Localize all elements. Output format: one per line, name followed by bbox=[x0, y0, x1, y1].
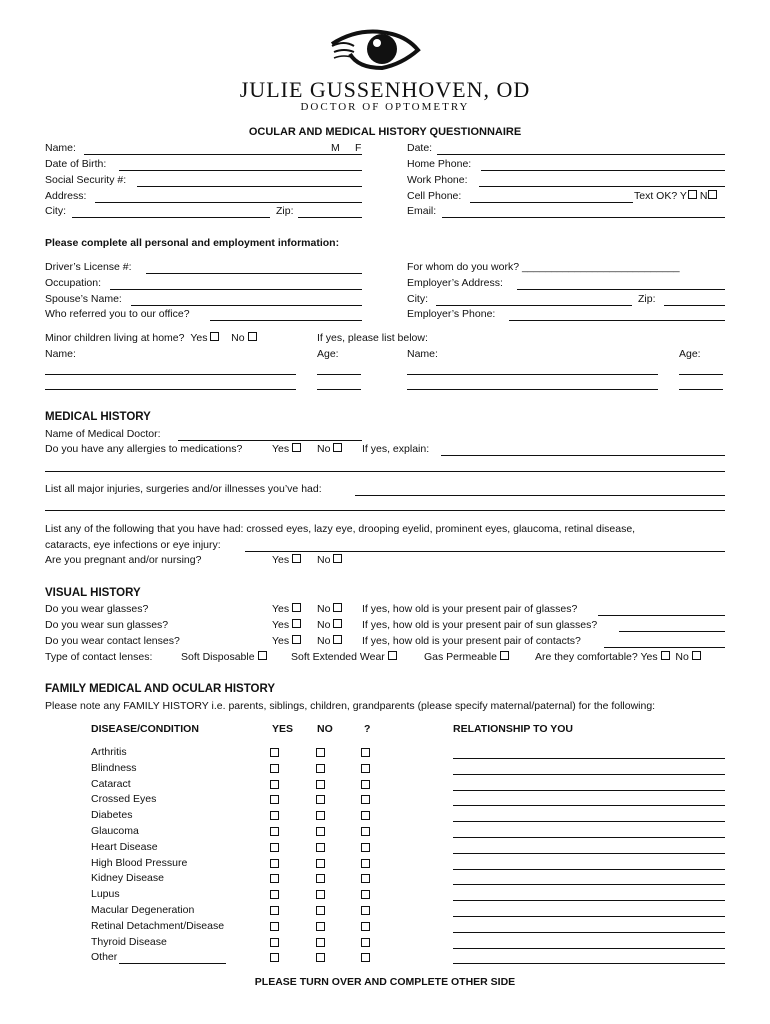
visual-followup-field[interactable] bbox=[604, 647, 725, 648]
children-no-label: No bbox=[231, 332, 245, 344]
work-phone-field[interactable] bbox=[479, 186, 725, 187]
soft-extended-checkbox[interactable] bbox=[388, 651, 397, 660]
family-yes-checkbox[interactable] bbox=[270, 811, 279, 820]
soft-disposable-label: Soft Disposable bbox=[181, 651, 255, 663]
injuries-field[interactable] bbox=[355, 495, 725, 496]
home-phone-field[interactable] bbox=[481, 170, 725, 171]
child-name-field[interactable] bbox=[45, 389, 296, 390]
child-name-field[interactable] bbox=[407, 389, 658, 390]
zip-label: Zip: bbox=[276, 205, 294, 217]
children-yes-checkbox[interactable] bbox=[210, 332, 219, 341]
family-disease-label: Kidney Disease bbox=[91, 872, 164, 885]
eye-conditions-field[interactable] bbox=[245, 551, 725, 552]
form-title: OCULAR AND MEDICAL HISTORY QUESTIONNAIRE bbox=[248, 126, 522, 138]
family-yes-checkbox[interactable] bbox=[270, 795, 279, 804]
allergies-yes-label: Yes bbox=[272, 443, 290, 455]
children-question-label: Minor children living at home? bbox=[45, 332, 185, 344]
visual-question: Do you wear sun glasses? bbox=[45, 619, 169, 631]
family-unknown-checkbox[interactable] bbox=[361, 827, 370, 836]
family-disease-label: Glaucoma bbox=[91, 825, 139, 837]
family-no-checkbox[interactable] bbox=[316, 827, 325, 836]
work-phone-label: Work Phone: bbox=[407, 174, 468, 186]
family-relationship-field[interactable] bbox=[453, 948, 725, 949]
visual-followup-label: If yes, how old is your present pair of sun glasses? bbox=[362, 619, 598, 631]
allergies-explain-field[interactable] bbox=[441, 455, 725, 456]
col-yes-header: YES bbox=[272, 723, 294, 735]
employer-address-label: Employer’s Address: bbox=[407, 277, 503, 289]
family-disease-label: Arthritis bbox=[91, 746, 127, 758]
cell-phone-field[interactable] bbox=[470, 202, 633, 203]
spouse-name-label: Spouse’s Name: bbox=[45, 293, 122, 305]
child-age-field[interactable] bbox=[317, 374, 361, 375]
zip-field[interactable] bbox=[298, 217, 362, 218]
family-unknown-checkbox[interactable] bbox=[361, 843, 370, 852]
allergies-explain-field-2[interactable] bbox=[45, 471, 725, 472]
family-no-checkbox[interactable] bbox=[316, 843, 325, 852]
visual-no-label: No bbox=[317, 635, 331, 647]
family-relationship-field[interactable] bbox=[453, 853, 725, 854]
family-no-checkbox[interactable] bbox=[316, 922, 325, 931]
eye-conditions-label-2: cataracts, eye infections or eye injury: bbox=[45, 539, 221, 551]
employer-address-field[interactable] bbox=[517, 289, 725, 290]
comfortable-no-checkbox[interactable] bbox=[692, 651, 701, 660]
visual-yes-label: Yes bbox=[272, 619, 290, 631]
comfortable-option bbox=[535, 651, 701, 664]
children-age-header-2: Age: bbox=[679, 348, 701, 360]
contact-type-label: Type of contact lenses: bbox=[45, 651, 153, 663]
family-yes-checkbox[interactable] bbox=[270, 874, 279, 883]
family-yes-checkbox[interactable] bbox=[270, 780, 279, 789]
medical-doctor-label: Name of Medical Doctor: bbox=[45, 428, 161, 440]
address-field[interactable] bbox=[95, 202, 362, 203]
family-relationship-field[interactable] bbox=[453, 884, 725, 885]
eye-conditions-label: List any of the following that you have had: crossed eyes, lazy eye, drooping eyelid, prominent eyes, glaucoma, retinal disease, bbox=[45, 523, 636, 535]
child-name-field[interactable] bbox=[407, 374, 658, 375]
visual-no-checkbox[interactable] bbox=[333, 635, 342, 644]
comfortable-yes-checkbox[interactable] bbox=[661, 651, 670, 660]
pregnant-no-label: No bbox=[317, 554, 331, 566]
family-yes-checkbox[interactable] bbox=[270, 890, 279, 899]
visual-no-option bbox=[317, 635, 342, 648]
family-no-checkbox[interactable] bbox=[316, 764, 325, 773]
cell-phone-label: Cell Phone: bbox=[407, 190, 462, 202]
soft-extended-option bbox=[291, 651, 397, 664]
family-no-checkbox[interactable] bbox=[316, 953, 325, 962]
employer-zip-label: Zip: bbox=[638, 293, 656, 305]
email-label: Email: bbox=[407, 205, 437, 217]
family-yes-checkbox[interactable] bbox=[270, 922, 279, 931]
family-disease-label: Crossed Eyes bbox=[91, 793, 157, 806]
allergies-explain-label: If yes, explain: bbox=[362, 443, 430, 455]
children-age-header: Age: bbox=[317, 348, 339, 360]
pregnant-yes bbox=[272, 554, 301, 567]
soft-extended-label: Soft Extended Wear bbox=[291, 651, 385, 663]
family-history-heading: FAMILY MEDICAL AND OCULAR HISTORY bbox=[45, 683, 276, 695]
family-yes-checkbox[interactable] bbox=[270, 843, 279, 852]
family-disease-label: Lupus bbox=[91, 888, 120, 901]
occupation-label: Occupation: bbox=[45, 277, 102, 289]
family-relationship-field[interactable] bbox=[453, 916, 725, 917]
employer-zip-field[interactable] bbox=[664, 305, 725, 306]
child-name-field[interactable] bbox=[45, 374, 296, 375]
city-label: City: bbox=[45, 205, 66, 217]
medical-doctor-field[interactable] bbox=[178, 440, 362, 441]
family-yes-checkbox[interactable] bbox=[270, 748, 279, 757]
family-unknown-checkbox[interactable] bbox=[361, 748, 370, 757]
home-phone-label: Home Phone: bbox=[407, 158, 472, 170]
family-relationship-field[interactable] bbox=[453, 869, 725, 870]
visual-yes-label: Yes bbox=[272, 635, 290, 647]
family-unknown-checkbox[interactable] bbox=[361, 795, 370, 804]
text-ok-label: Text OK? Y bbox=[634, 190, 687, 202]
text-ok-no-checkbox[interactable] bbox=[708, 190, 717, 199]
dob-field[interactable] bbox=[119, 170, 362, 171]
children-no-checkbox[interactable] bbox=[248, 332, 257, 341]
family-no-checkbox[interactable] bbox=[316, 780, 325, 789]
family-disease-label: Heart Disease bbox=[91, 840, 158, 853]
col-disease-header: DISEASE/CONDITION bbox=[91, 723, 199, 735]
name-field[interactable] bbox=[84, 154, 362, 155]
medical-history-heading: MEDICAL HISTORY bbox=[45, 411, 151, 423]
allergies-yes-checkbox[interactable] bbox=[292, 443, 301, 452]
children-name-header-2: Name: bbox=[407, 348, 438, 360]
visual-yes-checkbox[interactable] bbox=[292, 603, 301, 612]
visual-yes-label: Yes bbox=[272, 603, 290, 615]
name-label: Name: bbox=[45, 142, 76, 154]
city-field[interactable] bbox=[72, 217, 270, 218]
family-relationship-field[interactable] bbox=[453, 790, 725, 791]
family-disease-label: Other bbox=[91, 951, 118, 964]
family-no-checkbox[interactable] bbox=[316, 906, 325, 915]
family-relationship-field[interactable] bbox=[453, 758, 725, 759]
for-whom-label: For whom do you work? ___________________________ bbox=[407, 261, 680, 273]
visual-no-label: No bbox=[317, 603, 331, 615]
referred-field[interactable] bbox=[210, 320, 362, 321]
family-unknown-checkbox[interactable] bbox=[361, 922, 370, 931]
visual-no-option bbox=[317, 603, 342, 616]
family-yes-checkbox[interactable] bbox=[270, 859, 279, 868]
family-relationship-field[interactable] bbox=[453, 900, 725, 901]
family-disease-label: Retinal Detachment/Disease bbox=[91, 919, 225, 932]
allergies-question: Do you have any allergies to medications? bbox=[45, 443, 243, 455]
ssn-field[interactable] bbox=[137, 186, 362, 187]
col-relationship-header: RELATIONSHIP TO YOU bbox=[453, 723, 573, 735]
visual-yes-checkbox[interactable] bbox=[292, 619, 301, 628]
family-unknown-checkbox[interactable] bbox=[361, 890, 370, 899]
sex-m[interactable]: M bbox=[331, 142, 340, 154]
family-no-checkbox[interactable] bbox=[316, 938, 325, 947]
family-relationship-field[interactable] bbox=[453, 821, 725, 822]
doctor-name: JULIE GUSSENHOVEN, OD bbox=[239, 77, 531, 102]
family-disease-label: Macular Degeneration bbox=[91, 904, 195, 916]
gas-permeable-checkbox[interactable] bbox=[500, 651, 509, 660]
family-no-checkbox[interactable] bbox=[316, 811, 325, 820]
date-field[interactable] bbox=[437, 154, 725, 155]
gas-permeable-label: Gas Permeable bbox=[424, 651, 497, 663]
gas-permeable-option bbox=[424, 651, 509, 664]
family-unknown-checkbox[interactable] bbox=[361, 874, 370, 883]
family-no-checkbox[interactable] bbox=[316, 890, 325, 899]
family-yes-checkbox[interactable] bbox=[270, 906, 279, 915]
occupation-field[interactable] bbox=[110, 289, 362, 290]
pregnant-yes-checkbox[interactable] bbox=[292, 554, 301, 563]
visual-yes-option bbox=[272, 603, 301, 616]
family-no-checkbox[interactable] bbox=[316, 748, 325, 757]
visual-question: Do you wear glasses? bbox=[45, 603, 149, 615]
child-age-field[interactable] bbox=[679, 389, 723, 390]
drivers-license-field[interactable] bbox=[146, 273, 362, 274]
referred-label: Who referred you to our office? bbox=[45, 308, 190, 320]
contact-type-row bbox=[45, 651, 152, 664]
family-unknown-checkbox[interactable] bbox=[361, 811, 370, 820]
visual-followup-field[interactable] bbox=[619, 631, 725, 632]
visual-yes-option bbox=[272, 635, 301, 648]
family-history-note: Please note any FAMILY HISTORY i.e. parents, siblings, children, grandparents (please specify maternal/paternal) for the following: bbox=[45, 700, 656, 712]
injuries-label: List all major injuries, surgeries and/or illnesses you’ve had: bbox=[45, 483, 322, 495]
drivers-license-label: Driver’s License #: bbox=[45, 261, 132, 273]
children-name-header: Name: bbox=[45, 348, 76, 360]
email-field[interactable] bbox=[442, 217, 725, 218]
family-relationship-field[interactable] bbox=[453, 963, 725, 964]
col-no-header: NO bbox=[317, 723, 333, 735]
visual-yes-checkbox[interactable] bbox=[292, 635, 301, 644]
employment-instruction: Please complete all personal and employment information: bbox=[45, 237, 340, 249]
doctor-subtitle: DOCTOR OF OPTOMETRY bbox=[300, 101, 470, 113]
allergies-no-label: No bbox=[317, 443, 331, 455]
visual-no-checkbox[interactable] bbox=[333, 619, 342, 628]
children-question bbox=[45, 332, 257, 345]
family-no-checkbox[interactable] bbox=[316, 859, 325, 868]
children-yes-label: Yes bbox=[190, 332, 208, 344]
comfortable-yes-label: Are they comfortable? Yes bbox=[535, 651, 658, 663]
child-age-field[interactable] bbox=[317, 389, 361, 390]
soft-disposable-checkbox[interactable] bbox=[258, 651, 267, 660]
family-unknown-checkbox[interactable] bbox=[361, 953, 370, 962]
text-ok-yes-checkbox[interactable] bbox=[688, 190, 697, 199]
employer-phone-label: Employer’s Phone: bbox=[407, 308, 496, 320]
family-yes-checkbox[interactable] bbox=[270, 938, 279, 947]
visual-history-heading: VISUAL HISTORY bbox=[45, 587, 141, 599]
visual-followup-field[interactable] bbox=[598, 615, 725, 616]
allergies-yes bbox=[272, 443, 301, 456]
text-ok-no-label: N bbox=[699, 190, 708, 202]
injuries-field-2[interactable] bbox=[45, 510, 725, 511]
date-label: Date: bbox=[407, 142, 433, 154]
family-unknown-checkbox[interactable] bbox=[361, 938, 370, 947]
spouse-name-field[interactable] bbox=[131, 305, 362, 306]
child-age-field[interactable] bbox=[679, 374, 723, 375]
pregnant-question: Are you pregnant and/or nursing? bbox=[45, 554, 202, 566]
family-no-checkbox[interactable] bbox=[316, 795, 325, 804]
sex-f[interactable]: F bbox=[355, 142, 362, 154]
pregnant-yes-label: Yes bbox=[272, 554, 290, 566]
visual-yes-option bbox=[272, 619, 301, 632]
family-disease-label: Blindness bbox=[91, 761, 137, 774]
family-relationship-field[interactable] bbox=[453, 805, 725, 806]
visual-question: Do you wear contact lenses? bbox=[45, 635, 180, 647]
family-relationship-field[interactable] bbox=[453, 774, 725, 775]
children-if-yes: If yes, please list below: bbox=[317, 332, 428, 344]
col-unknown-header: ? bbox=[364, 723, 371, 735]
comfortable-no-label: No bbox=[675, 651, 689, 663]
pregnant-no-checkbox[interactable] bbox=[333, 554, 342, 563]
family-relationship-field[interactable] bbox=[453, 837, 725, 838]
family-disease-label: Cataract bbox=[91, 777, 131, 790]
soft-disposable-option bbox=[181, 651, 267, 664]
text-ok bbox=[634, 190, 717, 203]
ssn-label: Social Security #: bbox=[45, 174, 127, 186]
family-yes-checkbox[interactable] bbox=[270, 764, 279, 773]
visual-no-checkbox[interactable] bbox=[333, 603, 342, 612]
employer-city-label: City: bbox=[407, 293, 428, 305]
visual-no-label: No bbox=[317, 619, 331, 631]
family-unknown-checkbox[interactable] bbox=[361, 906, 370, 915]
address-label: Address: bbox=[45, 190, 87, 202]
family-no-checkbox[interactable] bbox=[316, 874, 325, 883]
family-unknown-checkbox[interactable] bbox=[361, 780, 370, 789]
footer-note: PLEASE TURN OVER AND COMPLETE OTHER SIDE bbox=[254, 976, 516, 988]
pregnant-no bbox=[317, 554, 342, 567]
family-yes-checkbox[interactable] bbox=[270, 953, 279, 962]
family-unknown-checkbox[interactable] bbox=[361, 764, 370, 773]
visual-no-option bbox=[317, 619, 342, 632]
family-disease-label: Diabetes bbox=[91, 809, 133, 822]
dob-label: Date of Birth: bbox=[45, 158, 107, 170]
family-yes-checkbox[interactable] bbox=[270, 827, 279, 836]
family-disease-label: High Blood Pressure bbox=[91, 856, 188, 869]
visual-followup-label: If yes, how old is your present pair of contacts? bbox=[362, 635, 581, 647]
family-other-field[interactable] bbox=[119, 963, 226, 964]
eye-logo-icon bbox=[330, 24, 430, 76]
family-unknown-checkbox[interactable] bbox=[361, 859, 370, 868]
visual-followup-label: If yes, how old is your present pair of glasses? bbox=[362, 603, 578, 615]
allergies-no bbox=[317, 443, 342, 456]
employer-city-field[interactable] bbox=[436, 305, 632, 306]
employer-phone-field[interactable] bbox=[509, 320, 725, 321]
allergies-no-checkbox[interactable] bbox=[333, 443, 342, 452]
family-disease-label: Thyroid Disease bbox=[91, 935, 167, 948]
family-relationship-field[interactable] bbox=[453, 932, 725, 933]
